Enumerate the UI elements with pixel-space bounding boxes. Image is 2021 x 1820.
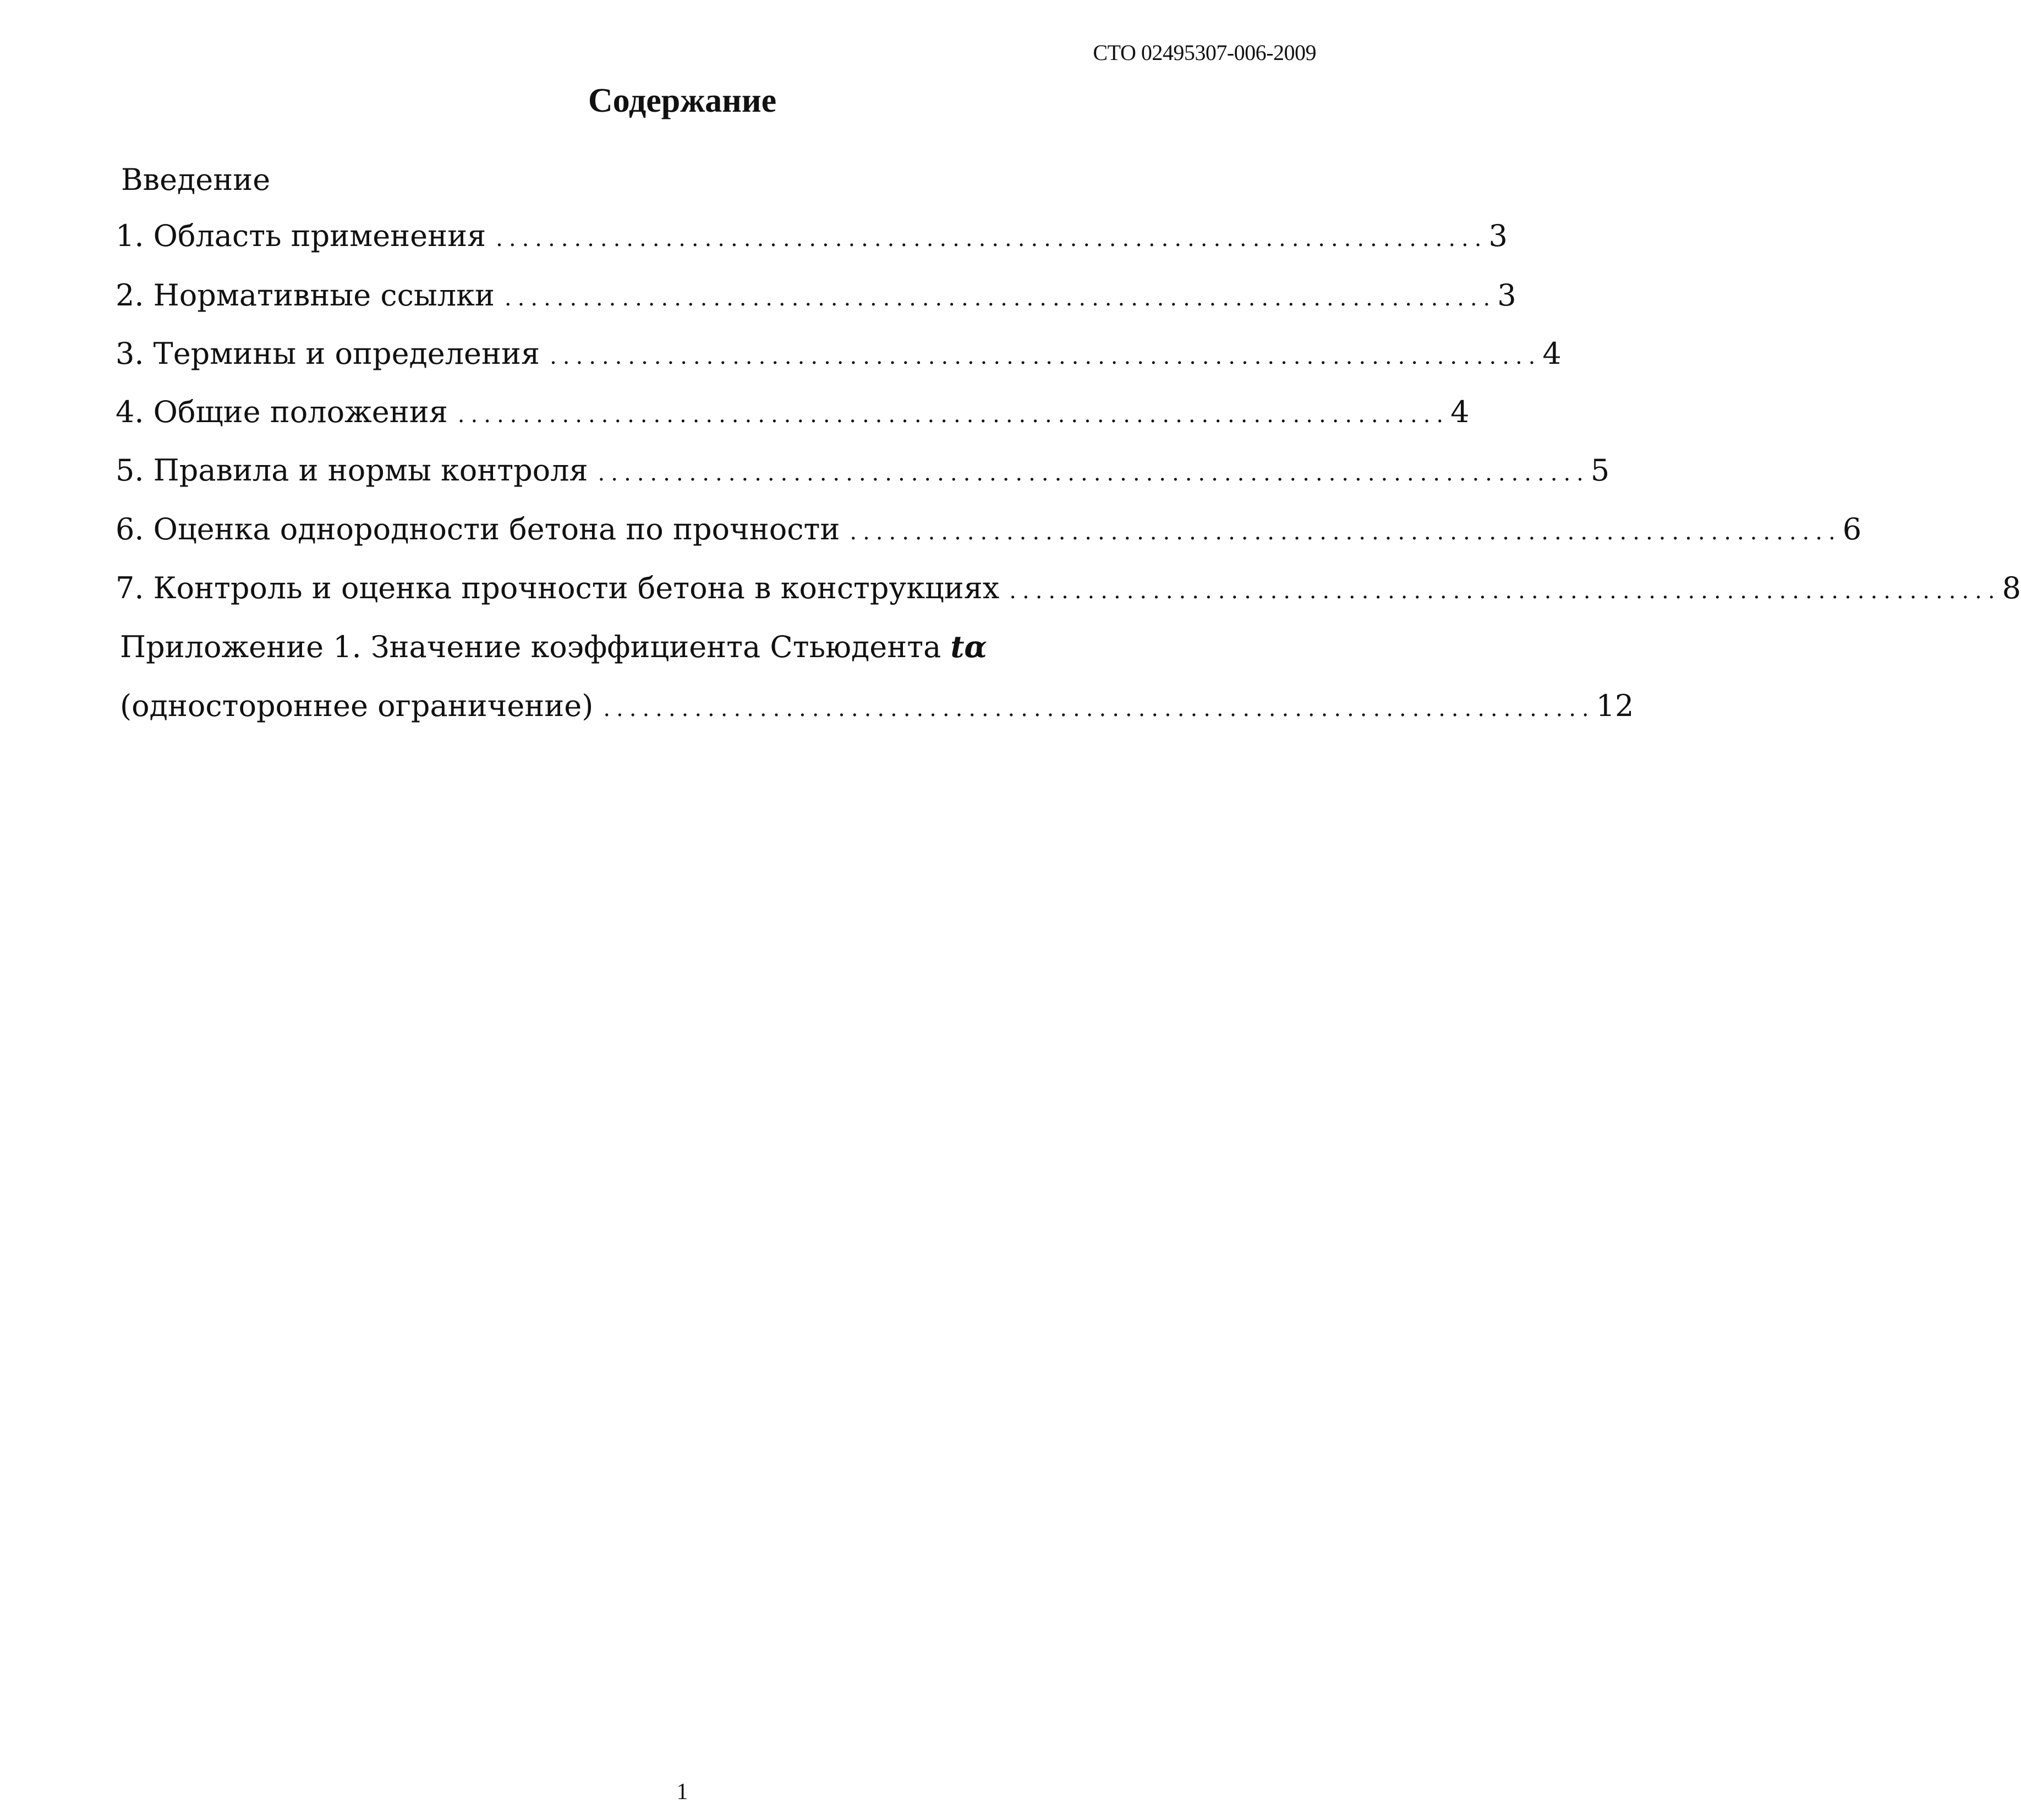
toc-entry-label: 2. Нормативные ссылки — [116, 278, 495, 313]
dot-leader: ............................................................................ — [550, 344, 1542, 369]
dot-leader: ............................................................................ — [850, 520, 1842, 545]
dot-leader: ............................................................................ — [457, 402, 1450, 428]
toc-entry-page: 3 — [1497, 278, 1516, 313]
toc-entry-5[interactable] — [116, 453, 1610, 488]
toc-entry-4[interactable] — [116, 395, 1470, 429]
toc-appendix-label: Приложение 1. Значение коэффициента Стьюдента — [120, 630, 951, 664]
toc-appendix-title[interactable] — [120, 629, 987, 664]
toc-intro: Введение — [121, 162, 271, 197]
toc-entry-1[interactable] — [116, 218, 1508, 253]
dot-leader: ............................................................................ — [496, 226, 1488, 252]
page-number: 1 — [676, 1779, 688, 1805]
toc-entry-page: 4 — [1542, 336, 1562, 371]
toc-entry-label: 6. Оценка однородности бетона по прочности — [116, 512, 840, 546]
dot-leader: ............................................................................ — [603, 696, 1595, 722]
page-title: Содержание — [588, 82, 777, 119]
toc-entry-page: 6 — [1842, 512, 1862, 546]
toc-entry-label: 5. Правила и нормы контроля — [116, 453, 588, 488]
dot-leader: ............................................................................ — [504, 286, 1497, 311]
toc-entry-page: 3 — [1488, 218, 1508, 253]
toc-entry-7[interactable] — [116, 571, 2021, 605]
toc-entry-page: 8 — [2002, 571, 2021, 605]
toc-entry-label: 4. Общие положения — [116, 395, 448, 429]
toc-entry-6[interactable] — [116, 512, 1862, 546]
toc-appendix-entry[interactable] — [120, 688, 1634, 723]
toc-entry-label: 7. Контроль и оценка прочности бетона в конструкциях — [116, 571, 1000, 605]
toc-entry-label: (одностороннее ограничение) — [120, 688, 594, 723]
toc-entry-2[interactable] — [116, 278, 1516, 313]
toc-entry-page: 4 — [1450, 395, 1470, 429]
dot-leader: ............................................................................ — [1009, 578, 2001, 604]
student-coefficient-symbol: tα — [950, 629, 987, 664]
toc-entry-page: 5 — [1590, 453, 1610, 488]
toc-entry-page: 12 — [1596, 688, 1634, 723]
toc-entry-3[interactable] — [116, 336, 1562, 371]
document-code: СТО 02495307-006-2009 — [1093, 40, 1316, 65]
toc-entry-label: 3. Термины и определения — [116, 336, 540, 371]
toc-entry-label: 1. Область применения — [116, 218, 486, 253]
dot-leader: ............................................................................ — [598, 461, 1590, 486]
